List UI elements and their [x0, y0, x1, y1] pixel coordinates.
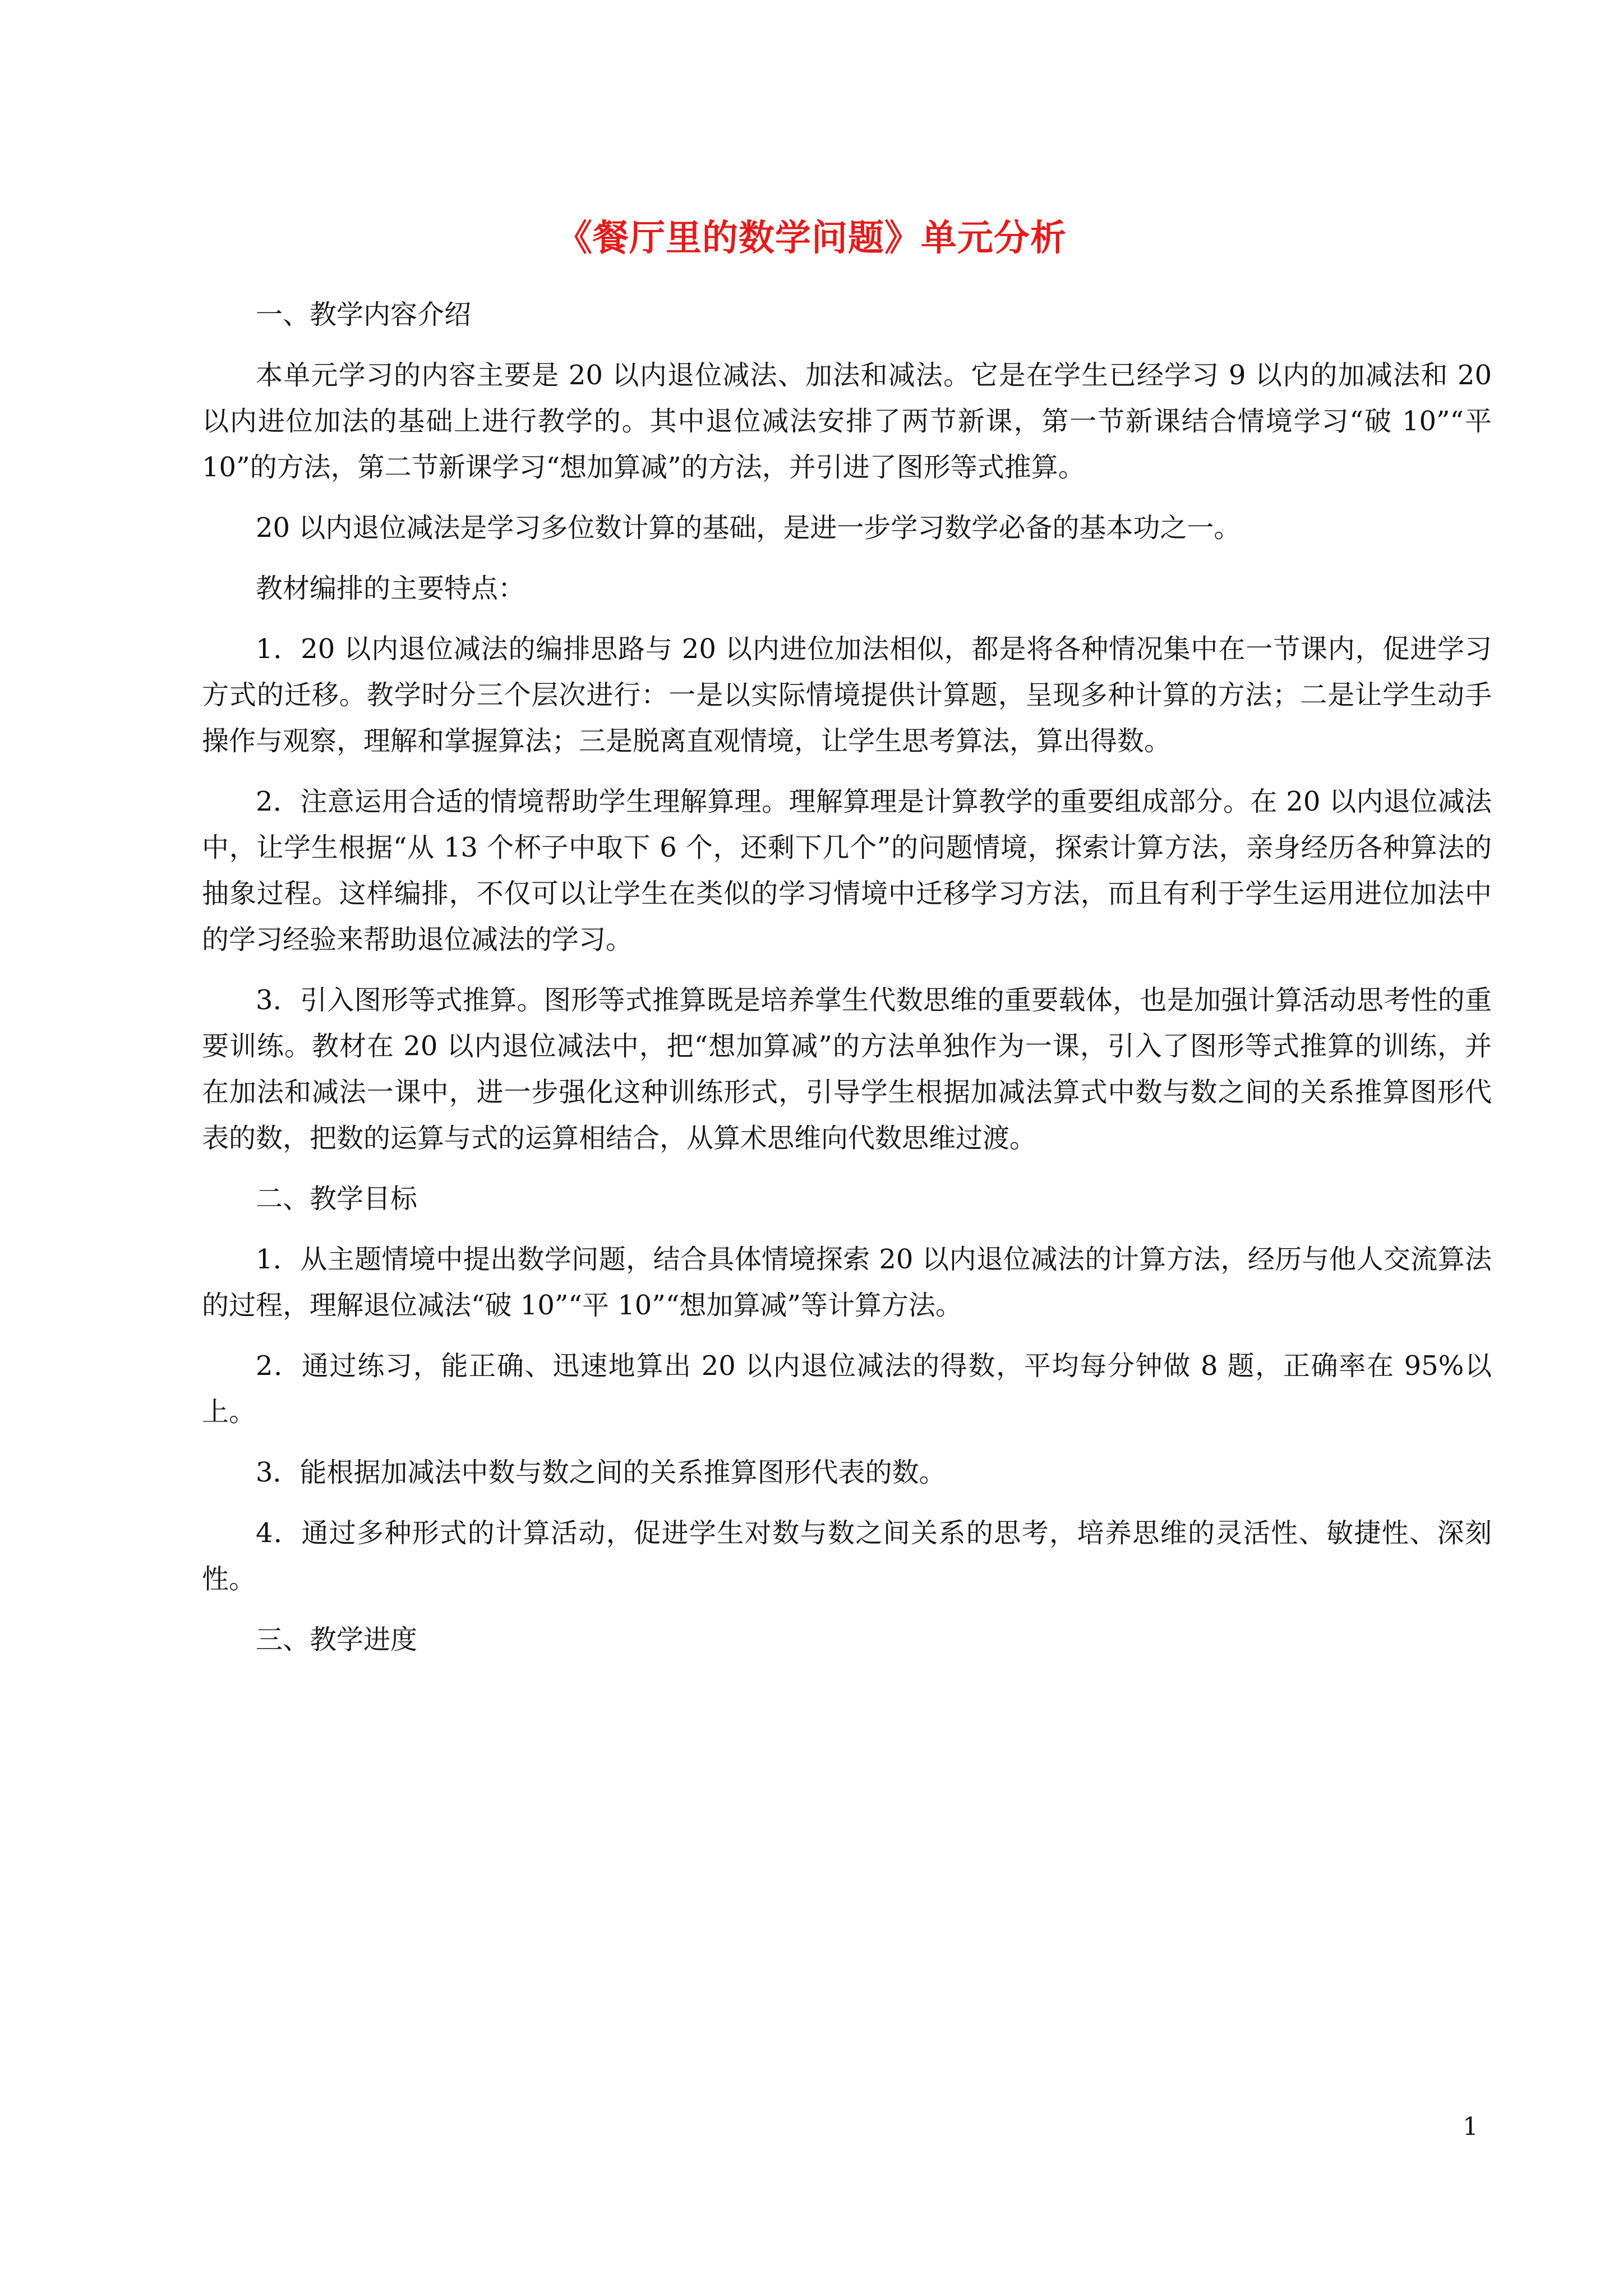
- paragraph-features-heading: 教材编排的主要特点：: [256, 573, 525, 604]
- paragraph-intro-1: 本单元学习的内容主要是 20 以内退位减法、加法和减法。它是在学生已经学习 9 以内的加减法和 20 以内进位加法的基础上进行教学的。其中退位减法安排了两节新课，第一节新课结合情境学习“破 10”“平 10”的方法，第二节新课学习“想加算减”的方法，并引进了图形等式推算。: [202, 360, 1492, 483]
- section-heading-content-intro: 一、教学内容介绍: [256, 299, 472, 330]
- paragraph-intro-2: 20 以内退位减法是学习多位数计算的基础，是进一步学习数学必备的基本功之一。: [256, 512, 1241, 544]
- paragraph-goal-3: 3．能根据加减法中数与数之间的关系推算图形代表的数。: [256, 1457, 946, 1488]
- page-number: 1: [1463, 2113, 1478, 2141]
- document-title: 《餐厅里的数学问题》单元分析: [556, 217, 1067, 259]
- paragraph-feature-3: 3．引入图形等式推算。图形等式推算既是培养掌生代数思维的重要载体，也是加强计算活动思考性的重要训练。教材在 20 以内退位减法中，把“想加算减”的方法单独作为一课，引入了图形等式推算的训练，并在加法和减法一课中，进一步强化这种训练形式，引导学生根据加减法算式中数与数之间的关系推算图形代表的数，把数的运算与式的运算相结合，从算术思维向代数思维过渡。: [202, 984, 1492, 1154]
- paragraph-goal-1: 1．从主题情境中提出数学问题，结合具体情境探索 20 以内退位减法的计算方法，经历与他人交流算法的过程，理解退位减法“破 10”“平 10”“想加算减”等计算方法。: [202, 1244, 1492, 1321]
- paragraph-goal-2: 2．通过练习，能正确、迅速地算出 20 以内退位减法的得数，平均每分钟做 8 题，正确率在 95%以上。: [202, 1350, 1492, 1428]
- section-heading-progress: 三、教学进度: [256, 1624, 418, 1655]
- document-body: [202, 292, 1492, 1677]
- section-heading-goals: 二、教学目标: [256, 1183, 418, 1214]
- paragraph-feature-1: 1．20 以内退位减法的编排思路与 20 以内进位加法相似，都是将各种情况集中在一节课内，促进学习方式的迁移。教学时分三个层次进行：一是以实际情境提供计算题，呈现多种计算的方法；二是让学生动手操作与观察，理解和掌握算法；三是脱离直观情境，让学生思考算法，算出得数。: [202, 633, 1492, 757]
- paragraph-feature-2: 2．注意运用合适的情境帮助学生理解算理。理解算理是计算教学的重要组成部分。在 20 以内退位减法中，让学生根据“从 13 个杯子中取下 6 个，还剩下几个”的问题情境，探索计算方法，亲身经历各种算法的抽象过程。这样编排，不仅可以让学生在类似的学习情境中迁移学习方法，而且有利于学生运用进位加法中的学习经验来帮助退位减法的学习。: [202, 786, 1492, 955]
- paragraph-goal-4: 4．通过多种形式的计算活动，促进学生对数与数之间关系的思考，培养思维的灵活性、敏捷性、深刻性。: [202, 1517, 1492, 1595]
